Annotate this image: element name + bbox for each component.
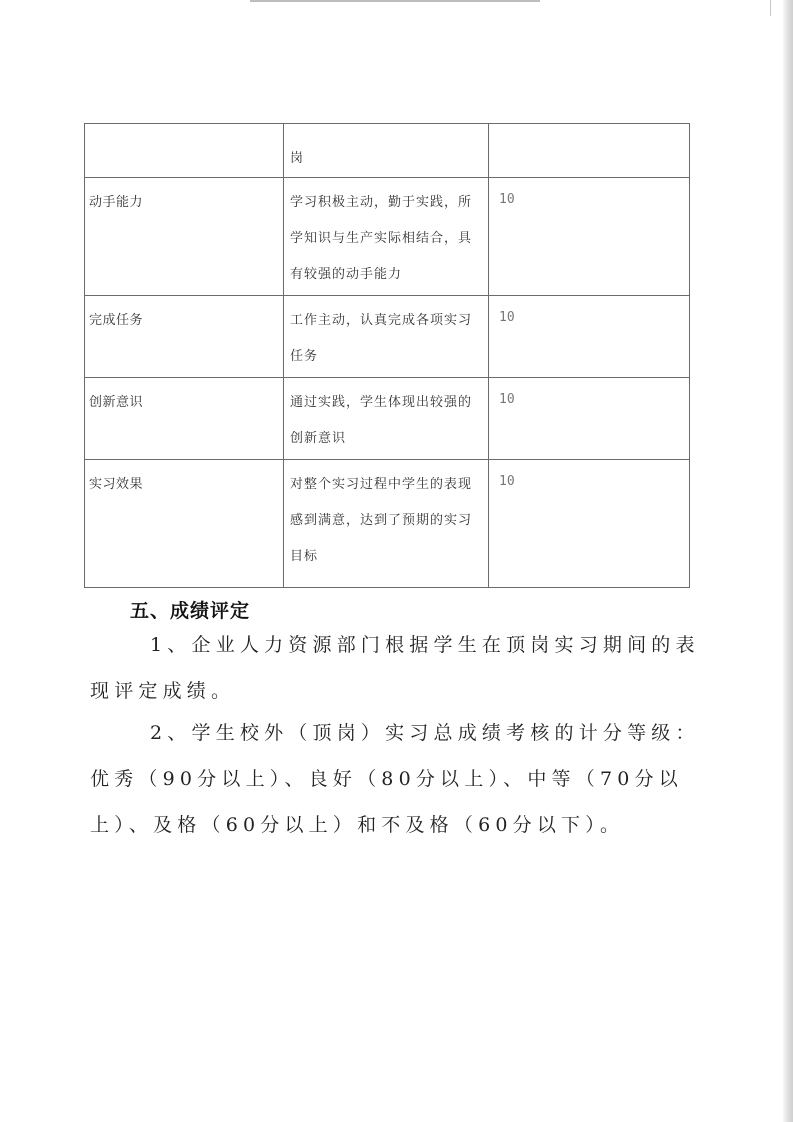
criteria-cell: [284, 124, 489, 178]
criteria-cell: [284, 178, 489, 296]
table-row: [85, 460, 690, 588]
paragraph-1: 1、企业人力资源部门根据学生在顶岗实习期间的表现评定成绩。: [90, 634, 700, 702]
criteria-text: 学习积极主动，勤于实践，所学知识与生产实际相结合，具有较强的动手能力: [290, 195, 473, 282]
criteria-text: 工作主动，认真完成各项实习任务: [290, 313, 473, 364]
item-cell: [85, 124, 284, 178]
score-value: [489, 124, 689, 138]
score-cell: [489, 378, 690, 460]
grading-table: [84, 123, 690, 588]
table-row: [85, 296, 690, 378]
scan-edge-top: [250, 0, 540, 2]
table-row: [85, 124, 690, 178]
score-cell: [489, 178, 690, 296]
criteria-text: 对整个实习过程中学生的表现感到满意，达到了预期的实习目标: [290, 477, 473, 564]
score-cell: [489, 124, 690, 178]
criteria-cell: [284, 378, 489, 460]
table-row: [85, 378, 690, 460]
criteria-cell: [284, 296, 489, 378]
section-heading: 五、成绩评定: [130, 600, 251, 622]
item-cell: [85, 178, 284, 296]
score-value: 10: [499, 474, 515, 489]
score-cell: [489, 460, 690, 588]
item-cell: [85, 296, 284, 378]
item-label: 完成任务: [89, 313, 144, 328]
score-value: 10: [499, 192, 515, 207]
item-label: 实习效果: [89, 477, 144, 492]
scan-edge-right: [783, 0, 793, 1122]
score-value: 10: [499, 310, 515, 325]
item-cell: [85, 460, 284, 588]
item-label: [85, 124, 283, 137]
paragraph-2: 2、学生校外（顶岗）实习总成绩考核的计分等级：优秀（90分以上）、良好（80分以上）、中等（70分以上）、及格（60分以上）和不及格（60分以下）。: [90, 722, 700, 836]
score-cell: [489, 296, 690, 378]
table-row: [85, 178, 690, 296]
item-cell: [85, 378, 284, 460]
criteria-cell: [284, 460, 489, 588]
criteria-text: 通过实践，学生体现出较强的创新意识: [290, 395, 473, 446]
item-label: 创新意识: [89, 395, 144, 410]
score-value: 10: [499, 392, 515, 407]
criteria-text: 岗: [290, 151, 305, 166]
item-label: 动手能力: [89, 195, 144, 210]
